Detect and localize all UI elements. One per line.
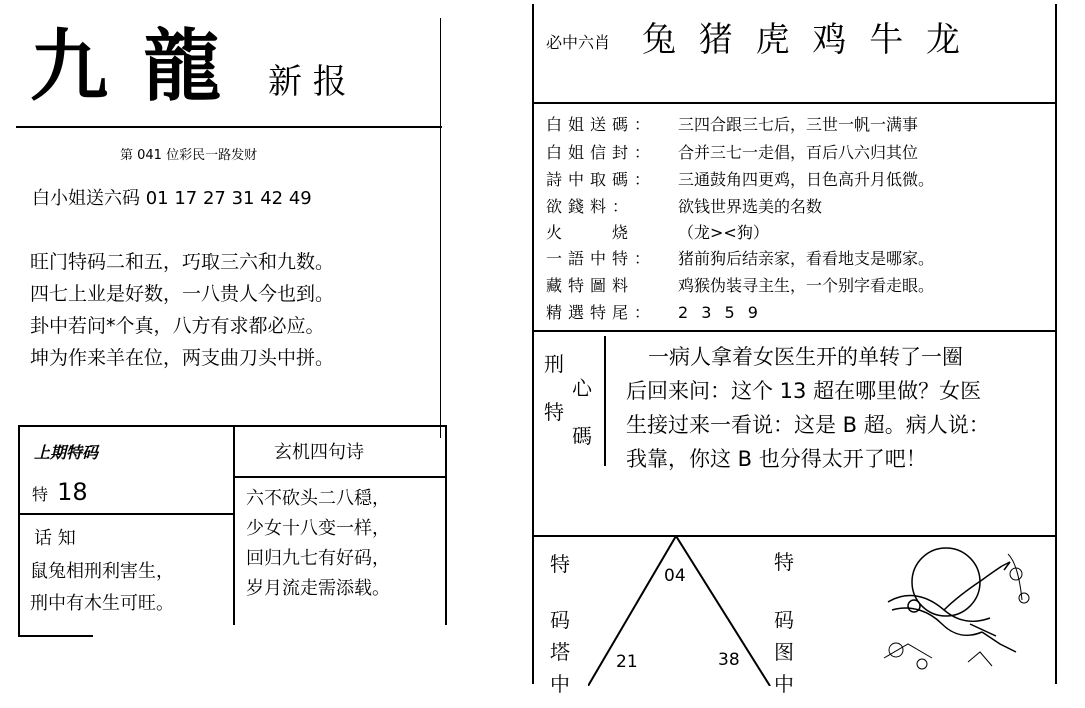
joke-text [626, 340, 1050, 476]
info-key: 欲錢料： [546, 197, 635, 216]
zodiac-list: 兔 猪 虎 鸡 牛 龙 [642, 20, 967, 60]
right-outer-left [532, 4, 534, 684]
info-value: 欲钱世界选美的名数 [678, 197, 823, 216]
info-key: 火 烧 [546, 223, 635, 242]
xuanji-line: 六不砍头二八穏， [246, 488, 390, 509]
huazhi-poem [30, 556, 174, 620]
joke-line: 一病人拿着女医生开的单转了一圈 [648, 345, 963, 369]
info-row [546, 246, 934, 269]
info-value: 猪前狗后结亲家，看看地支是哪家。 [678, 249, 935, 268]
xuanji-poem [246, 484, 390, 604]
info-row [546, 112, 918, 135]
left-page [0, 0, 460, 708]
xuanji-rule [233, 476, 446, 478]
poem-line: 坤为作来羊在位，两支曲刀头中拼。 [30, 347, 335, 369]
plum-blossom-icon [884, 554, 1029, 669]
info-value: 鸡猴伪装寻主生，一个别字看走眼。 [678, 276, 935, 295]
tower-right-number: 38 [718, 650, 740, 670]
zodiac-prefix: 必中六肖 [546, 33, 611, 52]
crane-moon-illustration [878, 540, 1038, 680]
crane-icon [888, 562, 1016, 652]
issue-line: 第 041 位彩民一路发财 [120, 148, 258, 163]
moon-icon [912, 548, 980, 616]
xinma-label-4: 碼 [572, 424, 592, 448]
masthead-subtitle: 新 报 [268, 62, 347, 102]
right-outer-right [1055, 4, 1057, 684]
joke-line: 我靠，你这 B 也分得太开了吧！ [626, 447, 927, 471]
huazhi-line: 鼠兔相刑利害生， [30, 561, 174, 582]
xinma-label-2: 心 [572, 376, 592, 400]
left-box-border [18, 425, 20, 637]
tower-left-char: 塔 [550, 640, 570, 664]
info-key: 一語中特： [546, 249, 657, 268]
info-value: 2 3 5 9 [678, 303, 762, 322]
info-key: 白姐送碼： [546, 115, 657, 134]
xinma-divider [604, 336, 606, 466]
info-key: 藏特圖料 [546, 276, 635, 295]
huazhi-rule [18, 513, 233, 515]
xuanji-line: 少女十八变一样， [246, 518, 390, 539]
tower-left-char: 中 [550, 672, 570, 696]
info-key: 白姐信封： [546, 143, 657, 162]
info-key: 精選特尾： [546, 303, 657, 322]
info-row [546, 194, 822, 217]
info-value: （龙><狗） [678, 223, 769, 242]
info-row [546, 300, 762, 323]
masthead-rule [16, 126, 442, 128]
last-period-label: 上期特码 [34, 443, 99, 462]
info-row [546, 167, 934, 190]
poem-line: 四七上业是好数，一八贵人今也到。 [30, 283, 335, 305]
left-border [440, 18, 441, 438]
info-value: 三通鼓角四更鸡，日色高升月低微。 [678, 170, 935, 189]
xinma-label-1: 刑 [544, 352, 564, 376]
right-page [528, 0, 1068, 708]
last-period-code [32, 478, 88, 506]
main-poem [30, 246, 334, 374]
tower-left-char: 特 [550, 552, 570, 576]
last-period-prefix: 特 [32, 485, 49, 504]
xuanji-line: 岁月流走需添载。 [246, 578, 390, 599]
tower-top-number: 04 [664, 566, 686, 586]
poem-line: 卦中若问*个真，八方有求都必应。 [30, 315, 325, 337]
tower-right-char: 图 [774, 640, 794, 664]
boxes-top-rule [18, 425, 446, 427]
right-box-border [445, 425, 447, 625]
tower-left-number: 21 [616, 652, 638, 672]
info-value: 合并三七一走倡，百后八六归其位 [678, 143, 919, 162]
info-rule [532, 330, 1057, 332]
info-key: 詩中取碼： [546, 170, 657, 189]
xuanji-line: 回归九七有好码， [246, 548, 390, 569]
info-row [546, 140, 918, 163]
last-period-value: 18 [57, 478, 88, 506]
joke-line: 后回来问：这个 13 超在哪里做？女医 [626, 379, 982, 403]
tower-right-char: 码 [774, 608, 794, 632]
joke-line: 生接过来一看说：这是 B 超。病人说： [626, 413, 990, 437]
xinma-label-3: 特 [544, 400, 564, 424]
header-rule [532, 102, 1057, 104]
xuanji-label: 玄机四句诗 [274, 442, 364, 463]
tower-right-char: 中 [774, 672, 794, 696]
tower-right-char: 特 [774, 550, 794, 574]
info-row [546, 273, 934, 296]
info-value: 三四合跟三七后，三世一帆一满事 [678, 115, 919, 134]
huazhi-label: 话 知 [34, 528, 76, 549]
bottom-rule [18, 635, 93, 637]
poem-line: 旺门特码二和五，巧取三六和九数。 [30, 251, 335, 273]
info-row [546, 220, 769, 243]
huazhi-line: 刑中有木生可旺。 [30, 593, 174, 614]
boxes-mid-divider [233, 425, 235, 625]
tower-left-char: 码 [550, 608, 570, 632]
masthead-title: 九 龍 [30, 21, 226, 112]
six-codes-line: 白小姐送六码 01 17 27 31 42 49 [32, 188, 312, 209]
